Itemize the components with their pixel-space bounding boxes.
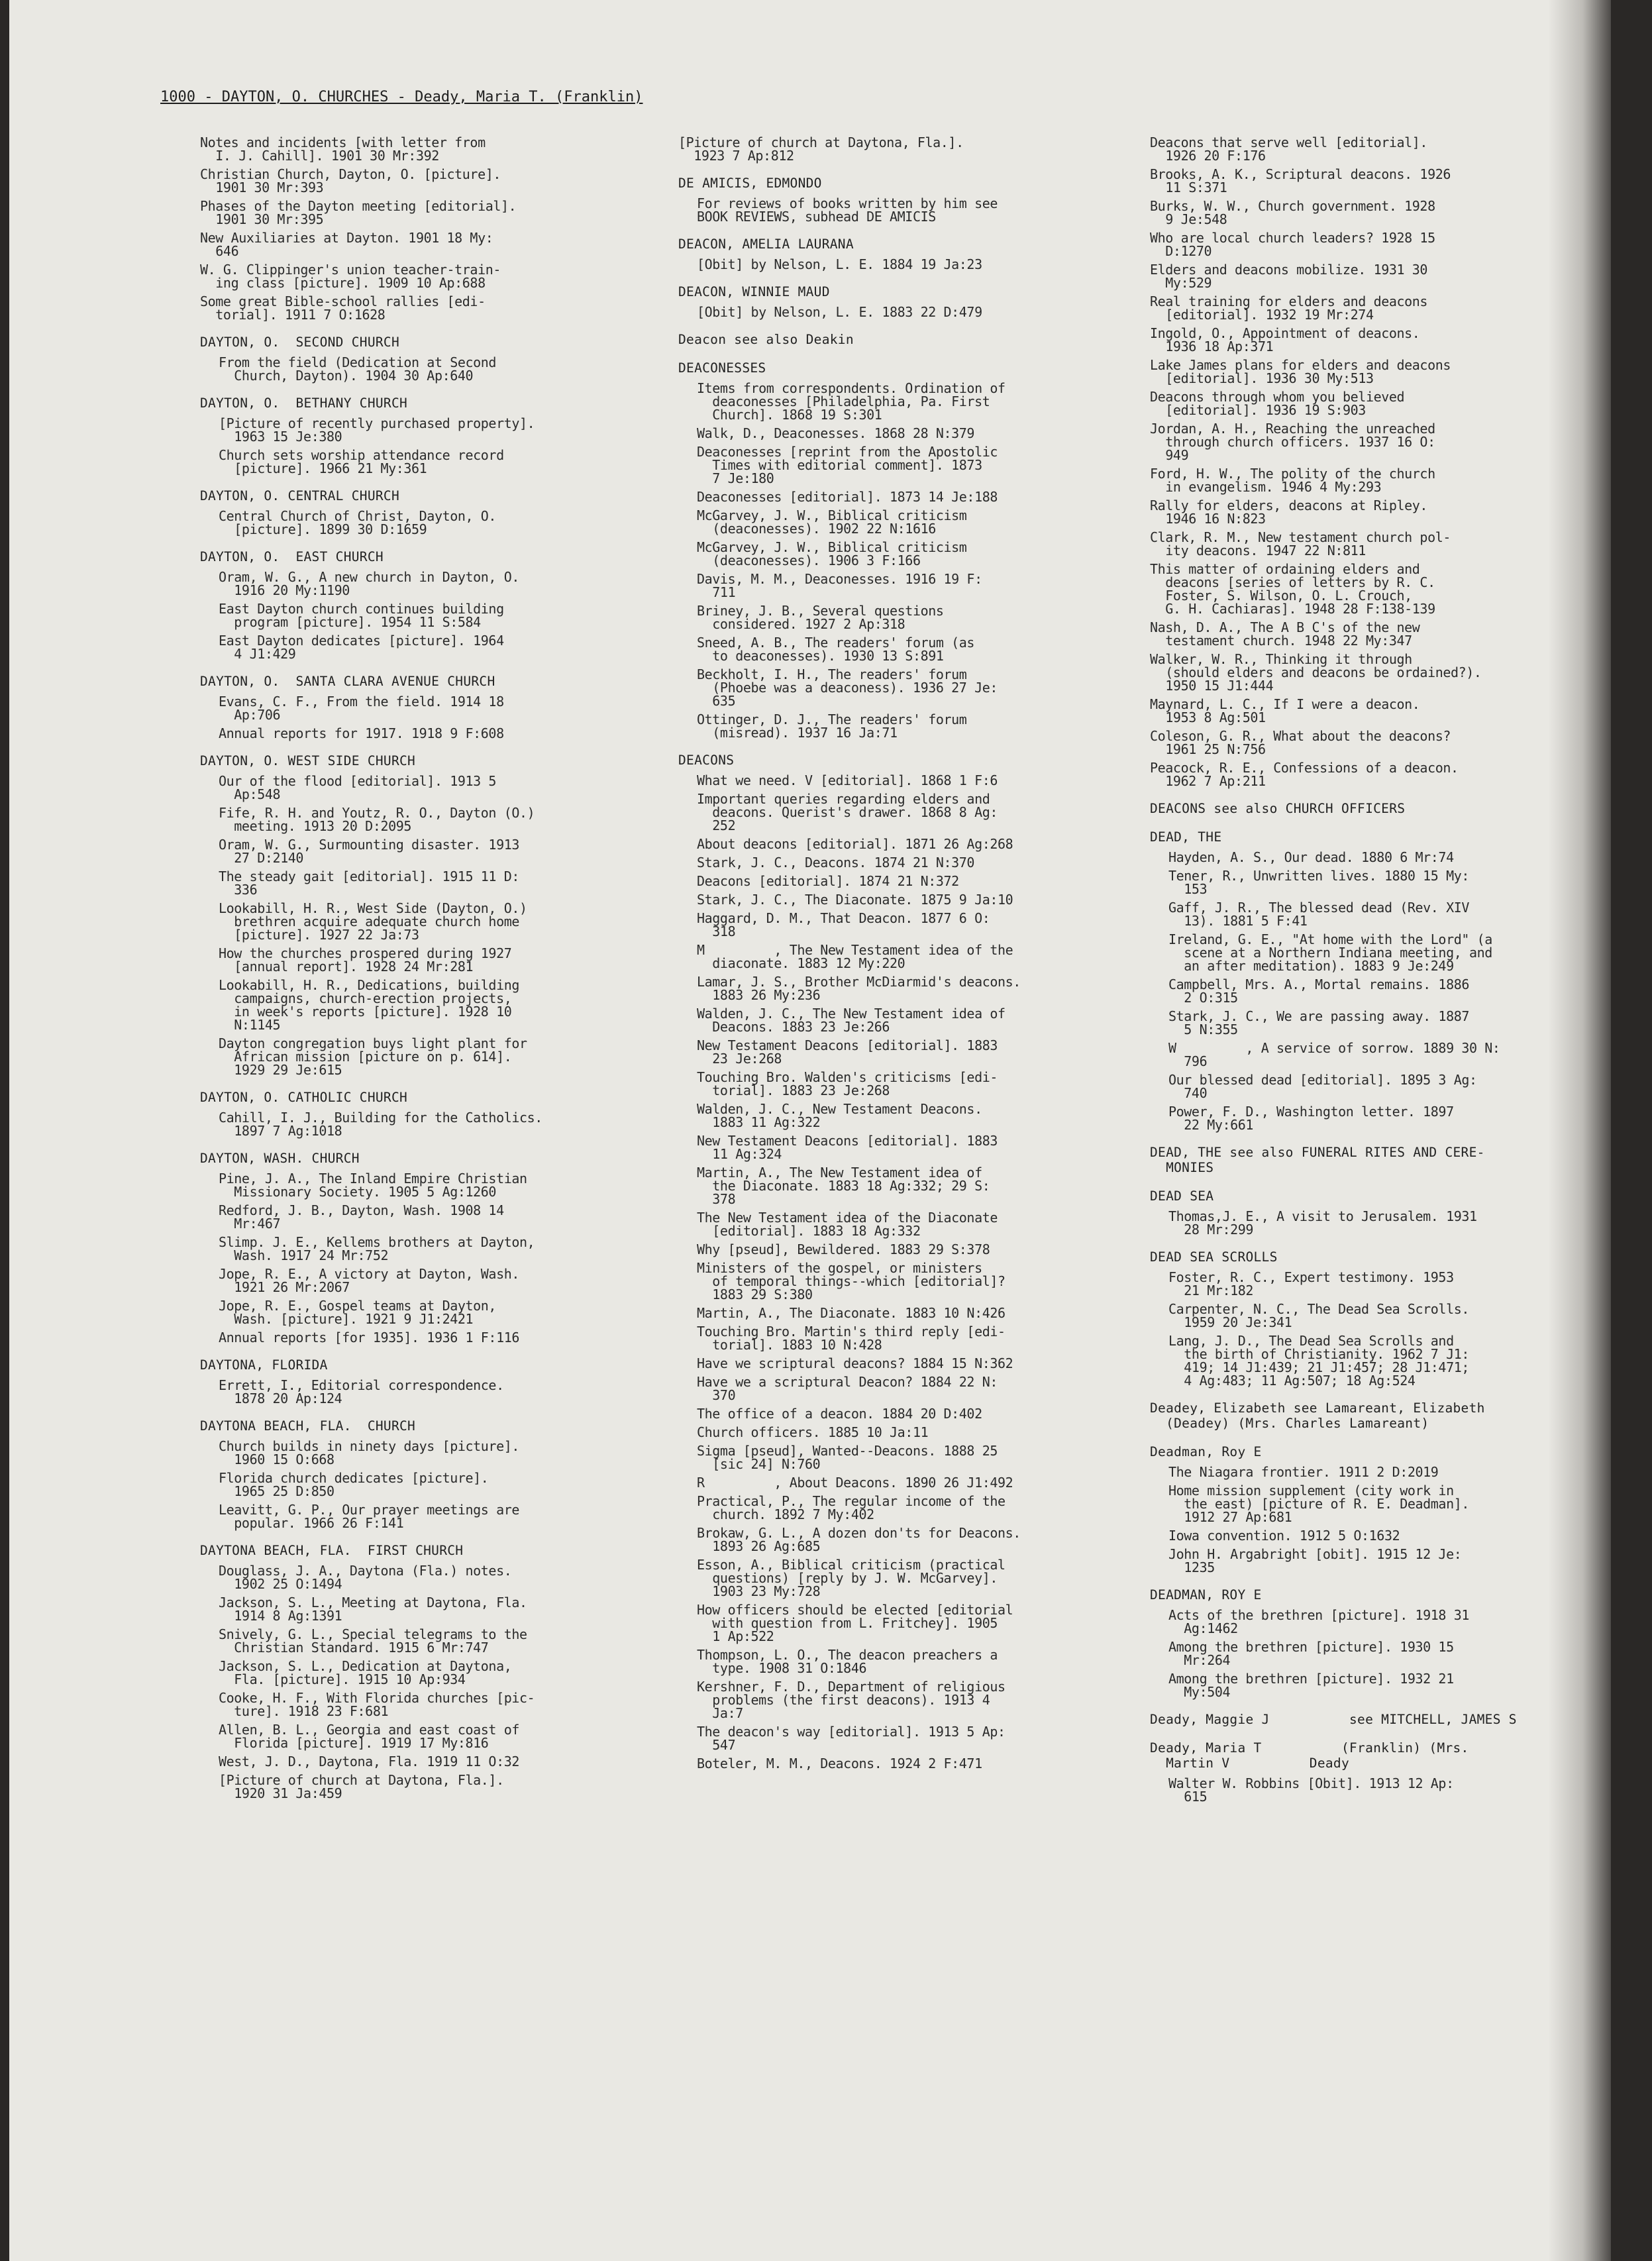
index-entry: Redford, J. B., Dayton, Wash. 1908 14 Mr:467 — [219, 1202, 504, 1232]
index-section — [678, 136, 1142, 162]
index-entry: Beckholt, I. H., The readers' forum (Phoebe was a deaconess). 1936 27 Je: 635 — [697, 666, 998, 709]
index-entry: What we need. V [editorial]. 1868 1 F:6 — [697, 772, 998, 788]
index-entry: New Testament Deacons [editorial]. 1883 23 Je:268 — [697, 1037, 998, 1067]
section-heading: DEAD SEA — [1150, 1188, 1214, 1204]
index-entry: The steady gait [editorial]. 1915 11 D: 336 — [219, 868, 519, 898]
section-heading: Deadman, Roy E — [1150, 1444, 1262, 1459]
index-entry: Errett, I., Editorial correspondence. 1878 20 Ap:124 — [219, 1377, 504, 1406]
index-entry: Stark, J. C., The Diaconate. 1875 9 Ja:10 — [697, 892, 1013, 908]
index-entry: Nash, D. A., The A B C's of the new testament church. 1948 22 My:347 — [1150, 619, 1420, 649]
index-entry: Cahill, I. J., Building for the Catholics. 1897 7 Ag:1018 — [219, 1110, 542, 1139]
section-heading: DEAD SEA SCROLLS — [1150, 1249, 1278, 1265]
index-entry: Sneed, A. B., The readers' forum (as to deaconesses). 1930 13 S:891 — [697, 635, 975, 664]
index-entry: Gaff, J. R., The blessed dead (Rev. XIV 13). 1881 5 F:41 — [1168, 900, 1469, 929]
index-entry: Christian Church, Dayton, O. [picture]. 1901 30 Mr:393 — [200, 166, 501, 195]
index-section — [1150, 1444, 1611, 1574]
column-1 — [200, 136, 664, 1813]
book-binding-shadow — [1548, 0, 1611, 2261]
index-entry: New Testament Deacons [editorial]. 1883 11 Ag:324 — [697, 1133, 998, 1162]
section-heading: DAYTON, O. SECOND CHURCH — [200, 335, 399, 350]
index-entry: Notes and incidents [with letter from I. J. Cahill]. 1901 30 Mr:392 — [200, 134, 486, 164]
section-heading: DAYTON, O. WEST SIDE CHURCH — [200, 753, 416, 768]
index-entry: Jope, R. E., A victory at Dayton, Wash. 1921 26 Mr:2067 — [219, 1266, 519, 1295]
section-heading: DAYTON, O. SANTA CLARA AVENUE CHURCH — [200, 674, 495, 689]
index-entry: Maynard, L. C., If I were a deacon. 1953 8 Ag:501 — [1150, 696, 1420, 725]
section-heading: DAYTONA BEACH, FLA. FIRST CHURCH — [200, 1543, 464, 1558]
index-entry: Lake James plans for elders and deacons [editorial]. 1936 30 My:513 — [1150, 357, 1451, 386]
index-entry: Walker, W. R., Thinking it through (should elders and deacons be ordained?). 1950 15 J1:444 — [1150, 651, 1482, 694]
index-entry: Why [pseud], Bewildered. 1883 29 S:378 — [697, 1241, 990, 1257]
index-entry: [Picture of recently purchased property]. 1963 15 Je:380 — [219, 415, 535, 445]
index-entry: Lamar, J. S., Brother McDiarmid's deacons. 1883 26 My:236 — [697, 974, 1021, 1003]
index-entry: Among the brethren [picture]. 1930 15 Mr:264 — [1168, 1639, 1454, 1668]
section-heading: DAYTON, O. EAST CHURCH — [200, 549, 384, 564]
section-heading: DE AMICIS, EDMONDO — [678, 176, 822, 191]
index-entry: Briney, J. B., Several questions considered. 1927 2 Ap:318 — [697, 603, 944, 632]
index-entry: Real training for elders and deacons [editorial]. 1932 19 Mr:274 — [1150, 293, 1428, 323]
index-entry: Lookabill, H. R., Dedications, building campaigns, church-erection projects, in week's reports [picture]. 1928 10 N:1145 — [219, 977, 519, 1033]
index-entry: This matter of ordaining elders and deacons [series of letters by R. C. Foster, S. Wilson, O. L. Crouch, G. H. Cachiaras]. 1948 28 F:138-139 — [1150, 561, 1435, 617]
section-heading: DEACON, AMELIA LAURANA — [678, 237, 854, 252]
index-entry: Important queries regarding elders and deacons. Querist's drawer. 1868 8 Ag: 252 — [697, 791, 998, 833]
index-section — [200, 549, 664, 660]
index-entry: Church sets worship attendance record [picture]. 1966 21 My:361 — [219, 447, 504, 476]
index-entry: Jackson, S. L., Meeting at Daytona, Fla. 1914 8 Ag:1391 — [219, 1595, 527, 1624]
index-entry: Church officers. 1885 10 Ja:11 — [697, 1424, 929, 1440]
index-section — [200, 1418, 664, 1530]
index-entry: The deacon's way [editorial]. 1913 5 Ap: 547 — [697, 1724, 1006, 1753]
index-entry: Annual reports for 1917. 1918 9 F:608 — [219, 725, 504, 741]
index-entry: For reviews of books written by him see BOOK REVIEWS, subhead DE AMICIS — [697, 195, 998, 225]
index-entry: Deacons [editorial]. 1874 21 N:372 — [697, 873, 959, 889]
index-entry: Thompson, L. O., The deacon preachers a type. 1908 31 O:1846 — [697, 1647, 998, 1676]
index-entry: Phases of the Dayton meeting [editorial]. 1901 30 Mr:395 — [200, 198, 517, 227]
index-section — [1150, 801, 1611, 816]
index-section — [200, 1357, 664, 1405]
index-entry: Leavitt, G. P., Our prayer meetings are popular. 1966 26 F:141 — [219, 1502, 519, 1531]
index-entry: Ministers of the gospel, or ministers of temporal things--which [editorial]? 1883 29 S:380 — [697, 1260, 1006, 1302]
index-entry: John H. Argabright [obit]. 1915 12 Je: 1235 — [1168, 1546, 1462, 1575]
index-entry: Allen, B. L., Georgia and east coast of Florida [picture]. 1919 17 My:816 — [219, 1722, 519, 1751]
index-entry: Pine, J. A., The Inland Empire Christian Missionary Society. 1905 5 Ag:1260 — [219, 1171, 527, 1200]
index-entry: Haggard, D. M., That Deacon. 1877 6 O: 318 — [697, 910, 990, 939]
index-entry: Home mission supplement (city work in the east) [picture of R. E. Deadman]. 1912 27 Ap:681 — [1168, 1483, 1469, 1525]
index-entry: Oram, W. G., Surmounting disaster. 1913 27 D:2140 — [219, 837, 519, 866]
index-section — [200, 335, 664, 382]
index-entry: Church builds in ninety days [picture]. 1960 15 O:668 — [219, 1438, 519, 1467]
index-entry: Lang, J. D., The Dead Sea Scrolls and the birth of Christianity. 1962 7 J1: 419; 14 J1:439; 21 J1:457; 28 J1:471; 4 Ag:483; 11 Ag:507; 18 Ag:524 — [1168, 1333, 1469, 1389]
index-entry: M , The New Testament idea of the diaconate. 1883 12 My:220 — [697, 942, 1013, 971]
index-section — [200, 1090, 664, 1137]
index-entry: Davis, M. M., Deaconesses. 1916 19 F: 711 — [697, 571, 982, 600]
index-entry: About deacons [editorial]. 1871 26 Ag:268 — [697, 836, 1013, 852]
index-entry: Touching Bro. Martin's third reply [edi- torial]. 1883 10 N:428 — [697, 1324, 1006, 1353]
index-section — [200, 488, 664, 536]
index-section — [200, 753, 664, 1077]
page-header: 1000 - DAYTON, O. CHURCHES - Deady, Maria T. (Franklin) — [160, 89, 643, 105]
index-entry: [Obit] by Nelson, L. E. 1884 19 Ja:23 — [697, 256, 982, 272]
index-section — [1150, 136, 1611, 788]
index-section — [200, 136, 664, 321]
index-entry: Some great Bible-school rallies [edi- torial]. 1911 7 O:1628 — [200, 293, 486, 323]
index-entry: The Niagara frontier. 1911 2 D:2019 — [1168, 1464, 1439, 1480]
index-section — [678, 360, 1142, 739]
section-heading: DEACONESSES — [678, 360, 766, 376]
index-section — [1150, 1400, 1611, 1431]
index-entry: Practical, P., The regular income of the church. 1892 7 My:402 — [697, 1493, 1006, 1522]
index-entry: Power, F. D., Washington letter. 1897 22 My:661 — [1168, 1104, 1454, 1133]
index-entry: Cooke, H. F., With Florida churches [pic- ture]. 1918 23 F:681 — [219, 1690, 535, 1719]
index-entry: Central Church of Christ, Dayton, O. [picture]. 1899 30 D:1659 — [219, 508, 497, 537]
index-entry: Jordan, A. H., Reaching the unreached through church officers. 1937 16 O: 949 — [1150, 421, 1435, 463]
index-entry: Martin, A., The Diaconate. 1883 10 N:426 — [697, 1305, 1006, 1321]
index-entry: Elders and deacons mobilize. 1931 30 My:529 — [1150, 262, 1428, 291]
index-entry: W , A service of sorrow. 1889 30 N: 796 — [1168, 1040, 1500, 1069]
index-entry: Martin, A., The New Testament idea of the Diaconate. 1883 18 Ag:332; 29 S: 378 — [697, 1165, 990, 1207]
index-entry: Touching Bro. Walden's criticisms [edi- torial]. 1883 23 Je:268 — [697, 1069, 998, 1098]
index-entry: Jackson, S. L., Dedication at Daytona, Fla. [picture]. 1915 10 Ap:934 — [219, 1658, 512, 1687]
index-entry: Walk, D., Deaconesses. 1868 28 N:379 — [697, 425, 975, 441]
index-entry: Deacons through whom you believed [editorial]. 1936 19 S:903 — [1150, 389, 1405, 418]
index-section — [1150, 1188, 1611, 1236]
column-3 — [1150, 136, 1611, 1816]
index-entry: Brooks, A. K., Scriptural deacons. 1926 11 S:371 — [1150, 166, 1451, 195]
index-section — [678, 753, 1142, 1770]
index-entry: How the churches prospered during 1927 [annual report]. 1928 24 Mr:281 — [219, 945, 512, 974]
index-entry: Stark, J. C., Deacons. 1874 21 N:370 — [697, 855, 975, 870]
index-entry: Stark, J. C., We are passing away. 1887 5 N:355 — [1168, 1008, 1469, 1037]
index-entry: Dayton congregation buys light plant for African mission [picture on p. 614]. 1929 29 Je:615 — [219, 1035, 527, 1078]
index-section — [1150, 1145, 1611, 1175]
index-entry: The office of a deacon. 1884 20 D:402 — [697, 1406, 982, 1422]
index-entry: Carpenter, N. C., The Dead Sea Scrolls. 1959 20 Je:341 — [1168, 1301, 1469, 1330]
section-heading: Deacon see also Deakin — [678, 332, 854, 347]
index-entry: Deaconesses [reprint from the Apostolic Times with editorial comment]. 1873 7 Je:180 — [697, 444, 998, 486]
index-section — [1150, 829, 1611, 1131]
index-entry: McGarvey, J. W., Biblical criticism (deaconesses). 1902 22 N:1616 — [697, 507, 967, 537]
index-entry: Sigma [pseud], Wanted--Deacons. 1888 25 [sic 24] N:760 — [697, 1443, 998, 1472]
index-entry: Acts of the brethren [picture]. 1918 31 Ag:1462 — [1168, 1607, 1469, 1636]
index-page — [9, 0, 1611, 2261]
index-section — [678, 237, 1142, 271]
index-entry: Esson, A., Biblical criticism (practical questions) [reply by J. W. McGarvey]. 1903 23 My:728 — [697, 1557, 1006, 1599]
index-section — [1150, 1249, 1611, 1387]
index-entry: Brokaw, G. L., A dozen don'ts for Deacons. 1893 26 Ag:685 — [697, 1525, 1021, 1554]
index-entry: Deaconesses [editorial]. 1873 14 Je:188 — [697, 489, 998, 505]
index-section — [678, 284, 1142, 319]
index-entry: Burks, W. W., Church government. 1928 9 Je:548 — [1150, 198, 1435, 227]
index-entry: Ottinger, D. J., The readers' forum (misread). 1937 16 Ja:71 — [697, 711, 967, 741]
column-2 — [678, 136, 1142, 1783]
index-entry: Rally for elders, deacons at Ripley. 1946 16 N:823 — [1150, 498, 1428, 527]
index-entry: Evans, C. F., From the field. 1914 18 Ap:706 — [219, 694, 504, 723]
index-entry: Iowa convention. 1912 5 O:1632 — [1168, 1528, 1400, 1544]
section-heading: DAYTON, O. BETHANY CHURCH — [200, 395, 408, 411]
index-entry: Florida church dedicates [picture]. 1965 25 D:850 — [219, 1470, 489, 1499]
index-entry: The New Testament idea of the Diaconate [editorial]. 1883 18 Ag:332 — [697, 1210, 998, 1239]
index-entry: Lookabill, H. R., West Side (Dayton, O.) brethren acquire adequate church home [picture]. 1927 22 Ja:73 — [219, 900, 527, 943]
index-section — [200, 1151, 664, 1344]
index-entry: From the field (Dedication at Second Church, Dayton). 1904 30 Ap:640 — [219, 354, 497, 384]
index-entry: New Auxiliaries at Dayton. 1901 18 My: 646 — [200, 230, 493, 259]
index-entry: Oram, W. G., A new church in Dayton, O. 1916 20 My:1190 — [219, 569, 519, 598]
index-entry: [Picture of church at Daytona, Fla.]. 1920 31 Ja:459 — [219, 1772, 504, 1801]
section-heading: DAYTON, O. CATHOLIC CHURCH — [200, 1090, 408, 1105]
index-entry: Coleson, G. R., What about the deacons? 1961 25 N:756 — [1150, 728, 1451, 757]
index-entry: R , About Deacons. 1890 26 J1:492 — [697, 1475, 1013, 1491]
index-entry: Clark, R. M., New testament church pol- ity deacons. 1947 22 N:811 — [1150, 529, 1451, 558]
section-heading: Deadey, Elizabeth see Lamareant, Elizabeth (Deadey) (Mrs. Charles Lamareant) — [1150, 1400, 1485, 1431]
index-section — [1150, 1712, 1611, 1727]
index-entry: How officers should be elected [editorial with question from L. Fritchey]. 1905 1 Ap:522 — [697, 1602, 1013, 1644]
section-heading: DAYTON, O. CENTRAL CHURCH — [200, 488, 399, 503]
index-entry: [Picture of church at Daytona, Fla.]. 1923 7 Ap:812 — [678, 134, 964, 164]
index-entry: Kershner, F. D., Department of religious problems (the first deacons). 1913 4 Ja:7 — [697, 1679, 1006, 1721]
index-entry: Our of the flood [editorial]. 1913 5 Ap:548 — [219, 773, 497, 802]
index-entry: Have we a scriptural Deacon? 1884 22 N: 370 — [697, 1374, 998, 1403]
index-entry: Boteler, M. M., Deacons. 1924 2 F:471 — [697, 1756, 982, 1771]
index-section — [200, 395, 664, 475]
index-entry: Annual reports [for 1935]. 1936 1 F:116 — [219, 1330, 519, 1345]
index-section — [200, 1543, 664, 1800]
index-entry: Snively, G. L., Special telegrams to the Christian Standard. 1915 6 Mr:747 — [219, 1626, 527, 1656]
index-section — [678, 176, 1142, 223]
index-section — [200, 674, 664, 740]
section-heading: Deady, Maria T (Franklin) (Mrs. Martin V Deady — [1150, 1740, 1469, 1771]
section-heading: DEADMAN, ROY E — [1150, 1587, 1262, 1603]
index-entry: East Dayton dedicates [picture]. 1964 4 J1:429 — [219, 633, 504, 662]
index-entry: Walden, J. C., New Testament Deacons. 1883 11 Ag:322 — [697, 1101, 982, 1130]
section-heading: DEACONS see also CHURCH OFFICERS — [1150, 801, 1406, 816]
section-heading: DAYTONA BEACH, FLA. CHURCH — [200, 1418, 416, 1434]
index-entry: Thomas,J. E., A visit to Jerusalem. 1931 28 Mr:299 — [1168, 1208, 1477, 1237]
index-entry: Deacons that serve well [editorial]. 1926 20 F:176 — [1150, 134, 1428, 164]
index-entry: Items from correspondents. Ordination of deaconesses [Philadelphia, Pa. First Church]. 1868 19 S:301 — [697, 380, 1006, 423]
section-heading: Deady, Maggie J see MITCHELL, JAMES S — [1150, 1712, 1517, 1727]
index-entry: Foster, R. C., Expert testimony. 1953 21 Mr:182 — [1168, 1269, 1454, 1298]
section-heading: DEAD, THE see also FUNERAL RITES AND CERE- MONIES — [1150, 1145, 1485, 1175]
index-entry: Walter W. Robbins [Obit]. 1913 12 Ap: 615 — [1168, 1775, 1454, 1805]
section-heading: DEACON, WINNIE MAUD — [678, 284, 830, 299]
index-entry: [Obit] by Nelson, L. E. 1883 22 D:479 — [697, 304, 982, 320]
index-entry: Ingold, O., Appointment of deacons. 1936 18 Ap:371 — [1150, 325, 1420, 354]
section-heading: DEAD, THE — [1150, 829, 1222, 845]
section-heading: DAYTON, WASH. CHURCH — [200, 1151, 360, 1166]
index-entry: Slimp. J. E., Kellems brothers at Dayton, Wash. 1917 24 Mr:752 — [219, 1234, 535, 1263]
index-entry: Our blessed dead [editorial]. 1895 3 Ag: 740 — [1168, 1072, 1477, 1101]
index-entry: Walden, J. C., The New Testament idea of Deacons. 1883 23 Je:266 — [697, 1006, 1006, 1035]
index-entry: Peacock, R. E., Confessions of a deacon. 1962 7 Ap:211 — [1150, 760, 1459, 789]
index-entry: Jope, R. E., Gospel teams at Dayton, Wash. [picture]. 1921 9 J1:2421 — [219, 1298, 497, 1327]
index-section — [1150, 1587, 1611, 1699]
index-entry: Among the brethren [picture]. 1932 21 My:504 — [1168, 1671, 1454, 1700]
index-entry: Fife, R. H. and Youtz, R. O., Dayton (O.) meeting. 1913 20 D:2095 — [219, 805, 535, 834]
index-entry: Who are local church leaders? 1928 15 D:1270 — [1150, 230, 1435, 259]
index-entry: Douglass, J. A., Daytona (Fla.) notes. 1902 25 O:1494 — [219, 1563, 512, 1592]
index-entry: Ford, H. W., The polity of the church in evangelism. 1946 4 My:293 — [1150, 466, 1435, 495]
index-entry: Ireland, G. E., "At home with the Lord" (a scene at a Northern Indiana meeting, and an after meditation). 1883 9 Je:249 — [1168, 931, 1492, 974]
section-heading: DEACONS — [678, 753, 735, 768]
index-entry: Campbell, Mrs. A., Mortal remains. 1886 2 O:315 — [1168, 976, 1469, 1006]
index-entry: Have we scriptural deacons? 1884 15 N:362 — [697, 1355, 1013, 1371]
index-entry: Tener, R., Unwritten lives. 1880 15 My: 153 — [1168, 868, 1469, 897]
index-entry: McGarvey, J. W., Biblical criticism (deaconesses). 1906 3 F:166 — [697, 539, 967, 568]
index-entry: West, J. D., Daytona, Fla. 1919 11 O:32 — [219, 1754, 519, 1769]
index-entry: Hayden, A. S., Our dead. 1880 6 Mr:74 — [1168, 849, 1454, 865]
section-heading: DAYTONA, FLORIDA — [200, 1357, 328, 1373]
index-entry: East Dayton church continues building program [picture]. 1954 11 S:584 — [219, 601, 504, 630]
index-entry: W. G. Clippinger's union teacher-train- ing class [picture]. 1909 10 Ap:688 — [200, 262, 501, 291]
index-section — [678, 332, 1142, 347]
index-section — [1150, 1740, 1611, 1803]
